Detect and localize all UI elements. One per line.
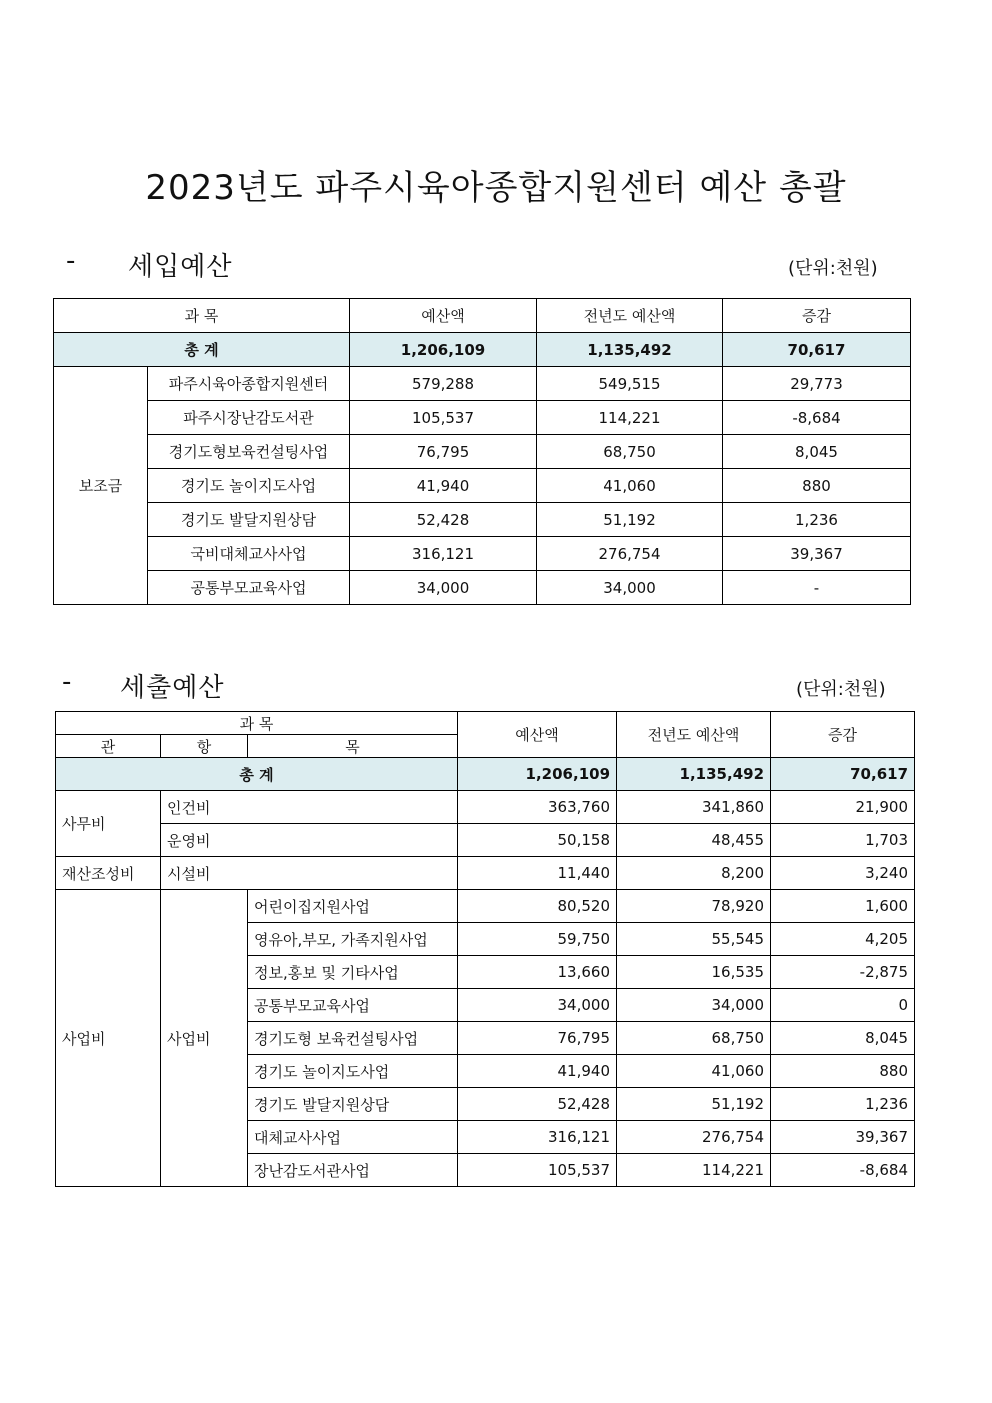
table-row [56,824,915,857]
table-row [54,503,911,537]
row-name: 경기도 놀이지도사업 [148,469,350,503]
expense-header-hang: 항 [161,735,248,758]
row-prev: 68,750 [537,435,723,469]
expense-total-budget: 1,206,109 [458,758,617,791]
row-budget: 76,795 [458,1022,617,1055]
table-row [56,890,915,923]
row-budget: 13,660 [458,956,617,989]
row-prev: 276,754 [617,1121,771,1154]
row-mok: 경기도 놀이지도사업 [248,1055,458,1088]
income-section-header [0,246,992,286]
row-budget: 579,288 [350,367,537,401]
row-prev: 78,920 [617,890,771,923]
row-change: 0 [771,989,915,1022]
expense-total-prev: 1,135,492 [617,758,771,791]
row-change: 21,900 [771,791,915,824]
row-change: 1,236 [723,503,911,537]
row-prev: 114,221 [617,1154,771,1187]
income-header-subject: 과 목 [54,299,350,333]
row-change: 29,773 [723,367,911,401]
row-change: 1,600 [771,890,915,923]
row-change: 1,703 [771,824,915,857]
row-change: -8,684 [723,401,911,435]
row-name: 경기도형보육컨설팅사업 [148,435,350,469]
row-budget: 105,537 [458,1154,617,1187]
row-prev: 549,515 [537,367,723,401]
row-prev: 48,455 [617,824,771,857]
row-prev: 114,221 [537,401,723,435]
row-prev: 41,060 [617,1055,771,1088]
row-budget: 76,795 [350,435,537,469]
income-group-label: 보조금 [54,367,148,605]
row-prev: 16,535 [617,956,771,989]
income-total-prev: 1,135,492 [537,333,723,367]
income-table [53,298,911,605]
row-prev: 276,754 [537,537,723,571]
table-row [54,469,911,503]
income-total-change: 70,617 [723,333,911,367]
table-row [54,571,911,605]
expense-heading: 세출예산 [120,673,225,703]
row-prev: 8,200 [617,857,771,890]
row-mok: 장난감도서관사업 [248,1154,458,1187]
row-mok: 영유아,부모, 가족지원사업 [248,923,458,956]
income-dash: - [66,246,76,276]
expense-header-change: 증감 [771,712,915,758]
row-mok: 대체교사사업 [248,1121,458,1154]
row-change: 1,236 [771,1088,915,1121]
row-mok: 공통부모교육사업 [248,989,458,1022]
expense-header-budget: 예산액 [458,712,617,758]
expense-header-gwan: 관 [56,735,161,758]
income-total-row [54,333,911,367]
expense-total-change: 70,617 [771,758,915,791]
expense-header-mok: 목 [248,735,458,758]
row-hang: 운영비 [161,824,458,857]
row-mok: 경기도 발달지원상담 [248,1088,458,1121]
row-change: 39,367 [771,1121,915,1154]
table-row [54,401,911,435]
expense-total-label: 총 계 [56,758,458,791]
row-name: 국비대체교사사업 [148,537,350,571]
row-change: - [723,571,911,605]
income-header-change: 증감 [723,299,911,333]
expense-table [55,711,915,1187]
row-prev: 51,192 [537,503,723,537]
table-row [56,791,915,824]
row-change: -8,684 [771,1154,915,1187]
expense-dash: - [62,667,72,697]
row-hang: 인건비 [161,791,458,824]
row-change: 880 [771,1055,915,1088]
row-change: 4,205 [771,923,915,956]
row-prev: 34,000 [537,571,723,605]
row-mok: 정보,홍보 및 기타사업 [248,956,458,989]
row-hang: 시설비 [161,857,458,890]
row-budget: 52,428 [458,1088,617,1121]
row-prev: 51,192 [617,1088,771,1121]
expense-gwan-project: 사업비 [56,890,161,1187]
table-row [56,857,915,890]
expense-header-prev: 전년도 예산액 [617,712,771,758]
row-name: 공통부모교육사업 [148,571,350,605]
table-row [54,537,911,571]
row-budget: 41,940 [350,469,537,503]
income-header-prev: 전년도 예산액 [537,299,723,333]
table-row [54,435,911,469]
row-prev: 41,060 [537,469,723,503]
expense-header-row [56,712,915,735]
row-change: -2,875 [771,956,915,989]
row-prev: 34,000 [617,989,771,1022]
row-change: 8,045 [771,1022,915,1055]
row-prev: 341,860 [617,791,771,824]
row-name: 파주시육아종합지원센터 [148,367,350,401]
row-budget: 316,121 [350,537,537,571]
row-budget: 52,428 [350,503,537,537]
row-change: 3,240 [771,857,915,890]
row-mok: 어린이집지원사업 [248,890,458,923]
row-change: 8,045 [723,435,911,469]
expense-section-header [0,667,992,707]
income-total-budget: 1,206,109 [350,333,537,367]
income-heading: 세입예산 [128,252,233,282]
row-budget: 50,158 [458,824,617,857]
row-budget: 316,121 [458,1121,617,1154]
expense-total-row [56,758,915,791]
row-name: 파주시장난감도서관 [148,401,350,435]
row-budget: 363,760 [458,791,617,824]
expense-hang-project: 사업비 [161,890,248,1187]
row-budget: 80,520 [458,890,617,923]
row-prev: 68,750 [617,1022,771,1055]
row-mok: 경기도형 보육컨설팅사업 [248,1022,458,1055]
row-budget: 41,940 [458,1055,617,1088]
expense-gwan-office: 사무비 [56,791,161,857]
expense-gwan-asset: 재산조성비 [56,857,161,890]
page-title: 2023년도 파주시육아종합지원센터 예산 총괄 [145,168,847,208]
row-budget: 11,440 [458,857,617,890]
income-header-row [54,299,911,333]
expense-unit: (단위:천원) [796,679,886,700]
expense-header-subject: 과 목 [56,712,458,735]
row-prev: 55,545 [617,923,771,956]
row-budget: 34,000 [350,571,537,605]
row-budget: 59,750 [458,923,617,956]
row-name: 경기도 발달지원상담 [148,503,350,537]
row-change: 39,367 [723,537,911,571]
income-unit: (단위:천원) [788,258,878,279]
row-budget: 34,000 [458,989,617,1022]
table-row [54,367,911,401]
row-budget: 105,537 [350,401,537,435]
row-change: 880 [723,469,911,503]
income-total-label: 총 계 [54,333,350,367]
income-header-budget: 예산액 [350,299,537,333]
